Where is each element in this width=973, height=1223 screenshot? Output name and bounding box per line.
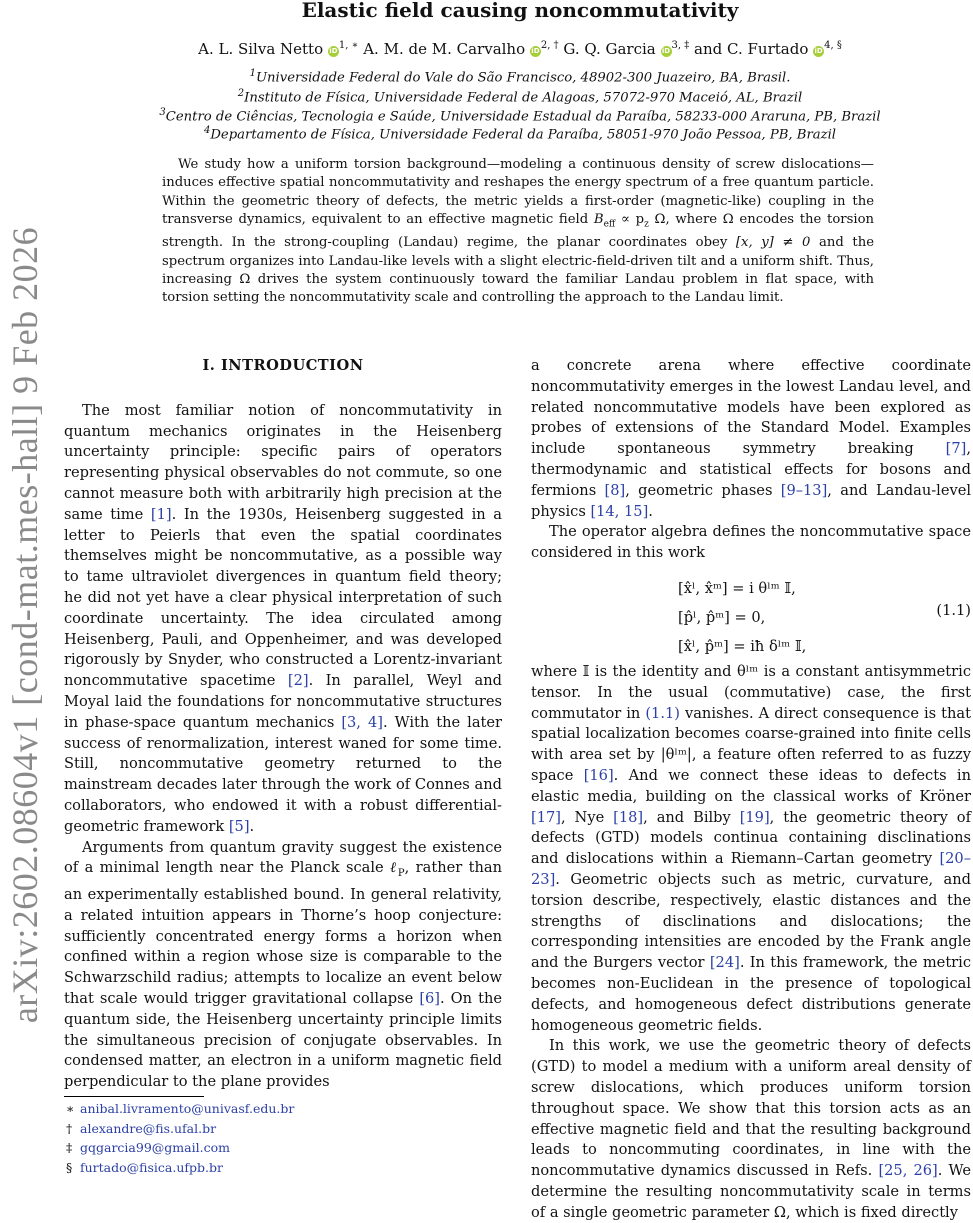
affiliation-text: Centro de Ciências, Tecnologia e Saúde, Universidade Estadual da Paraíba, 58233-000 Araruna, PB, Brazil [165,109,881,125]
equation-link[interactable]: (1.1) [645,704,680,722]
body-text: . [648,502,653,520]
body-text: . And we connect these ideas to defects in elastic media, building on the classical works of Kröner [531,766,971,805]
orcid-icon[interactable]: iD [531,47,540,55]
email-link[interactable]: alexandre@fis.ufal.br [80,1120,217,1136]
equation-number: (1.1) [936,601,971,619]
body-text: . [249,817,255,835]
equation-block [531,572,971,660]
affiliation-line [0,125,973,142]
body-paragraph [64,838,502,1093]
math-subscript: z [644,219,649,230]
abstract-text: Ω, where Ω encodes the torsion strength. In the strong-coupling (Landau) regime, the planar coordinates obey [162,212,874,251]
body-text: where 𝕀 is the identity and θˡᵐ is a constant antisymmetric tensor. In the usual (commutative) case, the first commutator in [531,662,971,722]
body-text: , and Bilby [643,808,740,826]
footnote [64,1119,502,1139]
equation-line: [x̂ˡ, p̂ᵐ] = iħ δˡᵐ 𝕀, [678,637,807,655]
footnote-mark: † [66,1120,73,1136]
author-list [0,40,973,58]
math-commutator: [x, y] ≠ 0 [735,235,811,251]
body-text: . In this framework, the metric becomes non-Euclidean in the presence of topological defects, and homogeneous defect distributions generate homogeneous geometric fields. [531,954,972,1034]
affiliation-text: Universidade Federal do Vale do São Francisco, 48902-300 Juazeiro, BA, Brasil. [255,70,791,86]
footnote-mark: ∗ [66,1101,75,1116]
citation-link[interactable]: [1] [150,505,172,523]
equation-line: [x̂ˡ, x̂ᵐ] = i θˡᵐ 𝕀, [678,579,796,597]
arxiv-sidebar-stamp [4,226,46,1024]
body-text: vanishes. A direct consequence is that spatial localization becomes coarse-grained into finite cells with area set by |θˡᵐ|, a feature often referred to as fuzzy space [531,704,971,784]
author-name: A. M. de M. Carvalho [363,40,526,58]
abstract-text: ∝ p [615,212,645,228]
affiliation-number: 2 [237,88,245,99]
body-paragraph: The operator algebra defines the noncommutative space considered in this work [531,523,971,562]
author-name: C. Furtado [727,40,809,58]
author-affiliation-mark: 1, ∗ [338,40,359,51]
body-text: , the geometric theory of defects (GTD) models continua containing disclinations and dislocations within a Riemann–Cartan geometry [531,808,971,868]
body-paragraph [531,662,971,1036]
email-link[interactable]: gqgarcia99@gmail.com [80,1140,230,1155]
body-text: a concrete arena where effective coordinate noncommutativity emerges in the lowest Landau level, and related noncommutative models have been explored as probes of extensions of the Standard Model. Examples include spontaneous symmetry breaking [531,357,971,458]
body-text: The most familiar notion of noncommutativity in quantum mechanics originates in the Heisenberg uncertainty principle: specific pairs of operators representing physical observables do not commute, so one cannot measure both with arbitrarily high precision at the same time [64,401,502,523]
body-text: , and Landau-level physics [531,481,972,520]
abstract [162,156,874,308]
math-subscript: eff [603,219,616,230]
citation-link[interactable]: [16] [583,766,614,784]
affiliation-number: 4 [203,125,211,136]
citation-link[interactable]: [14, 15] [590,502,649,520]
math-planck-length: ℓ [390,859,398,877]
affiliation-line [0,88,973,105]
equation-lines [678,574,806,661]
abstract-paragraph [162,156,874,308]
affiliation-number: 1 [249,68,256,79]
citation-link[interactable]: [20–23] [531,850,971,888]
citation-link[interactable]: [7] [945,440,967,458]
body-text: . On the quantum side, the Heisenberg uncertainty principle limits the simultaneous precision of conjugate observables. In condensed matter, an electron in a uniform magnetic field perpendicular to the plane provides [64,990,502,1091]
body-paragraph [64,401,502,838]
affiliation-line [0,68,973,85]
email-link[interactable]: anibal.livramento@univasf.edu.br [80,1101,295,1116]
footnotes [64,1096,502,1177]
body-text: , rather than an experimentally established bound. In general relativity, a related intuition appears in Thorne’s hoop conjecture: sufficiently concentrated energy forms a horizon when confined within a region whose size is comparable to the Schwarzschild radius; attempts to localize an event below that scale would trigger gravitational collapse [64,859,502,1008]
body-text: , geometric phases [625,481,781,499]
body-text: . With the later success of renormalization, interest waned for some time. Still, noncommutative geometry returned to the mainstream decades later through the work of Connes and collaborators, who endowed it with a robust differential-geometric framework [64,713,502,835]
citation-link[interactable]: [6] [419,990,440,1008]
citation-link[interactable]: [9–13] [780,481,828,499]
body-text: . Geometric objects such as metric, curvature, and torsion describe, respectively, elastic distances and the strengths of disclinations and dislocations; the corresponding intensities are encoded by the Frank angle and the Burgers vector [531,870,971,972]
right-column [531,356,971,1223]
affiliation-line [0,107,973,124]
math-subscript: P [397,868,405,880]
body-text: In this work, we use the geometric theory of defects (GTD) to model a medium with a uniform areal density of screw dislocations, which produces uniform torsion throughout space. We show that this torsion acts as an effective magnetic field and that the resulting background leads to noncommuting coordinates, in line with the noncommutative dynamics discussed in Refs. [531,1037,971,1180]
author-name: A. L. Silva Netto [198,40,324,58]
citation-link[interactable]: [19] [739,808,770,826]
abstract-text: and the spectrum organizes into Landau-like levels with a slight electric-field-driven tilt and a uniform shift. Thus, increasing Ω drives the system continuously toward the familiar Landau problem in flat space, with torsion setting the noncommutativity scale and controlling the approach to the Landau limit. [162,235,874,306]
authors-and: and [694,40,723,58]
orcid-icon[interactable]: iD [814,47,823,55]
citation-link[interactable]: [3, 4] [341,713,383,731]
body-text: Arguments from quantum gravity suggest the existence of a minimal length near the Planck scale [64,838,502,877]
paper-title: Elastic field causing noncommutativity [301,0,739,22]
citation-link[interactable]: [2] [287,672,309,690]
citation-link[interactable]: [25, 26] [878,1162,938,1180]
affiliation-text: Departamento de Física, Universidade Federal da Paraíba, 58051-970 João Pessoa, PB, Brazil [210,127,837,143]
body-text: . In the 1930s, Heisenberg suggested in a letter to Peierls that even the spatial coordinates themselves might be noncommutative, as a possible way to tame ultraviolet divergences in quantum field theory; he did not yet have a clear physical interpretation of such coordinate uncertainty. The idea circulated among Heisenberg, Pauli, and Oppenheimer, and was developed rigorously by Snyder, who constructed a Lorentz-invariant noncommutative spacetime [64,505,503,690]
abstract-text: We study how a uniform torsion background—modeling a continuous density of screw dislocations—induces effective spatial noncommutativity and reshapes the energy spectrum of a free quantum particle. Within the geometric theory of defects, the metric yields a first-order (magnetic-like) coupling in the transverse dynamics, equivalent to an effective magnetic field [162,157,874,228]
body-text: . In parallel, Weyl and Moyal laid the foundations for noncommutative structures in phase-space quantum mechanics [64,672,502,731]
footnote [64,1158,502,1178]
body-text: . We determine the resulting noncommutativity scale in terms of a single geometric parameter Ω, which is fixed directly [531,1162,971,1221]
equation-line: [p̂ˡ, p̂ᵐ] = 0, [678,608,766,626]
citation-link[interactable]: [17] [531,808,561,826]
footnote-divider [64,1096,204,1097]
footnote [64,1138,502,1158]
arxiv-identifier: arXiv:2602.08604v1 [cond-mat.mes-hall] 9 Feb 2026 [5,226,46,1024]
author-affiliation-mark: 4, § [824,40,842,51]
footnote [64,1099,502,1119]
math-b-field: B [593,212,604,228]
orcid-icon[interactable]: iD [329,47,338,55]
affiliation-text: Instituto de Física, Universidade Federal de Alagoas, 57072-970 Maceió, AL, Brazil [244,90,803,106]
author-name: G. Q. Garcia [563,40,656,58]
citation-link[interactable]: [18] [613,808,644,826]
citation-link[interactable]: [24] [709,954,740,972]
left-column [64,356,502,1093]
footnote-mark: ‡ [66,1140,73,1155]
body-paragraph [531,1036,971,1223]
orcid-icon[interactable]: iD [661,47,671,55]
section-heading: I. INTRODUCTION [202,357,364,374]
citation-link[interactable]: [5] [228,817,250,835]
body-text: , thermodynamic and statistical effects for bosons and fermions [531,440,971,499]
citation-link[interactable]: [8] [604,481,626,499]
footnote-mark: § [66,1159,73,1175]
author-affiliation-mark: 3, ‡ [671,40,690,51]
body-text: , Nye [560,808,614,826]
body-paragraph [531,356,971,522]
affiliation-number: 3 [159,107,166,118]
email-link[interactable]: furtado@fisica.ufpb.br [80,1159,223,1175]
author-affiliation-mark: 2, † [540,40,559,51]
